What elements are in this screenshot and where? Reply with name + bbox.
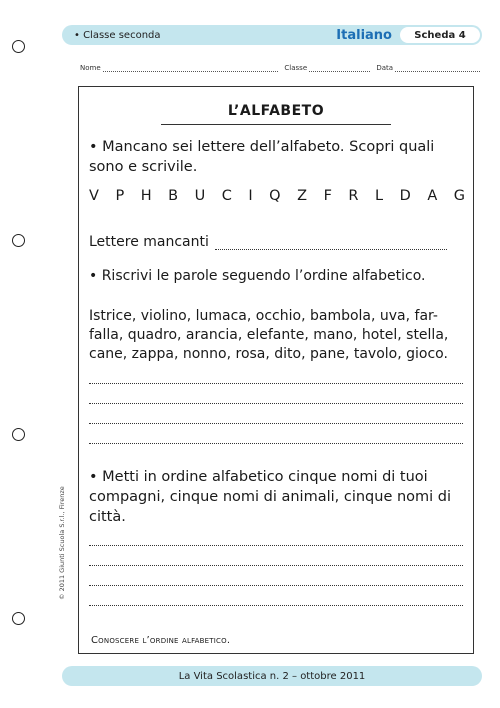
class-label: • Classe seconda	[74, 29, 161, 41]
binder-hole-3	[12, 428, 25, 441]
name-field[interactable]	[103, 64, 279, 72]
binder-hole-2	[12, 234, 25, 247]
missing-letters-answer[interactable]	[215, 234, 447, 250]
page-title: L’ALFABETO	[227, 103, 325, 119]
missing-letters-row	[89, 234, 447, 250]
letter: Q	[269, 188, 281, 204]
binder-hole-4	[12, 612, 25, 625]
worksheet-frame	[78, 86, 474, 654]
date-field[interactable]	[395, 64, 480, 72]
answer-line[interactable]	[89, 423, 463, 424]
class-field[interactable]	[309, 64, 370, 72]
answer-line[interactable]	[89, 443, 463, 444]
class-field-label: Classe	[284, 64, 308, 72]
header-bar	[62, 25, 482, 45]
exercise-3-instruction: • Metti in ordine alfabetico cinque nomi di tuoi compagni, cinque nomi di animali, cinque nomi di città.	[89, 469, 452, 525]
footer-bar	[62, 666, 482, 686]
letter: A	[427, 188, 438, 204]
copyright-note: © 2011 Giunti Scuola S.r.l., Firenze	[58, 486, 66, 600]
letter: I	[248, 188, 253, 204]
letter: D	[399, 188, 411, 204]
letter: G	[453, 188, 465, 204]
letter: L	[375, 188, 384, 204]
answer-line[interactable]	[89, 565, 463, 566]
title-underline	[161, 124, 391, 125]
letter: Z	[297, 188, 308, 204]
student-info-line	[80, 64, 480, 72]
exercise-2-words: Istrice, violino, lumaca, occhio, bambola, uva, far-falla, quadro, arancia, elefante, mano, hotel, stella, cane, zappa, nonno, rosa, dito, pane, tavolo, gioco.	[89, 308, 449, 362]
answer-line[interactable]	[89, 383, 463, 384]
exercise-2-instruction: • Riscrivi le parole seguendo l’ordine alfabetico.	[89, 268, 426, 284]
sheet-badge: Scheda 4	[400, 27, 480, 43]
answer-line[interactable]	[89, 403, 463, 404]
letter: C	[221, 188, 232, 204]
letter: U	[194, 188, 206, 204]
letter: V	[89, 188, 99, 204]
footer-publication: La Vita Scolastica n. 2 – ottobre 2011	[178, 670, 366, 682]
letter-sequence	[89, 188, 465, 204]
learning-objective: Conoscere l’ordine alfabetico.	[91, 635, 231, 646]
exercise-1-instruction: • Mancano sei lettere dell’alfabeto. Scopri quali sono e scrivile.	[89, 139, 435, 175]
answer-line[interactable]	[89, 545, 463, 546]
binder-hole-1	[12, 40, 25, 53]
letter: R	[348, 188, 359, 204]
letter: H	[140, 188, 152, 204]
name-label: Nome	[80, 64, 101, 72]
answer-line[interactable]	[89, 605, 463, 606]
letter: P	[115, 188, 125, 204]
date-label: Data	[376, 64, 394, 72]
answer-line[interactable]	[89, 585, 463, 586]
subject-label: Italiano	[336, 27, 392, 43]
missing-letters-label: Lettere mancanti	[89, 234, 209, 250]
letter: B	[168, 188, 179, 204]
letter: F	[323, 188, 332, 204]
